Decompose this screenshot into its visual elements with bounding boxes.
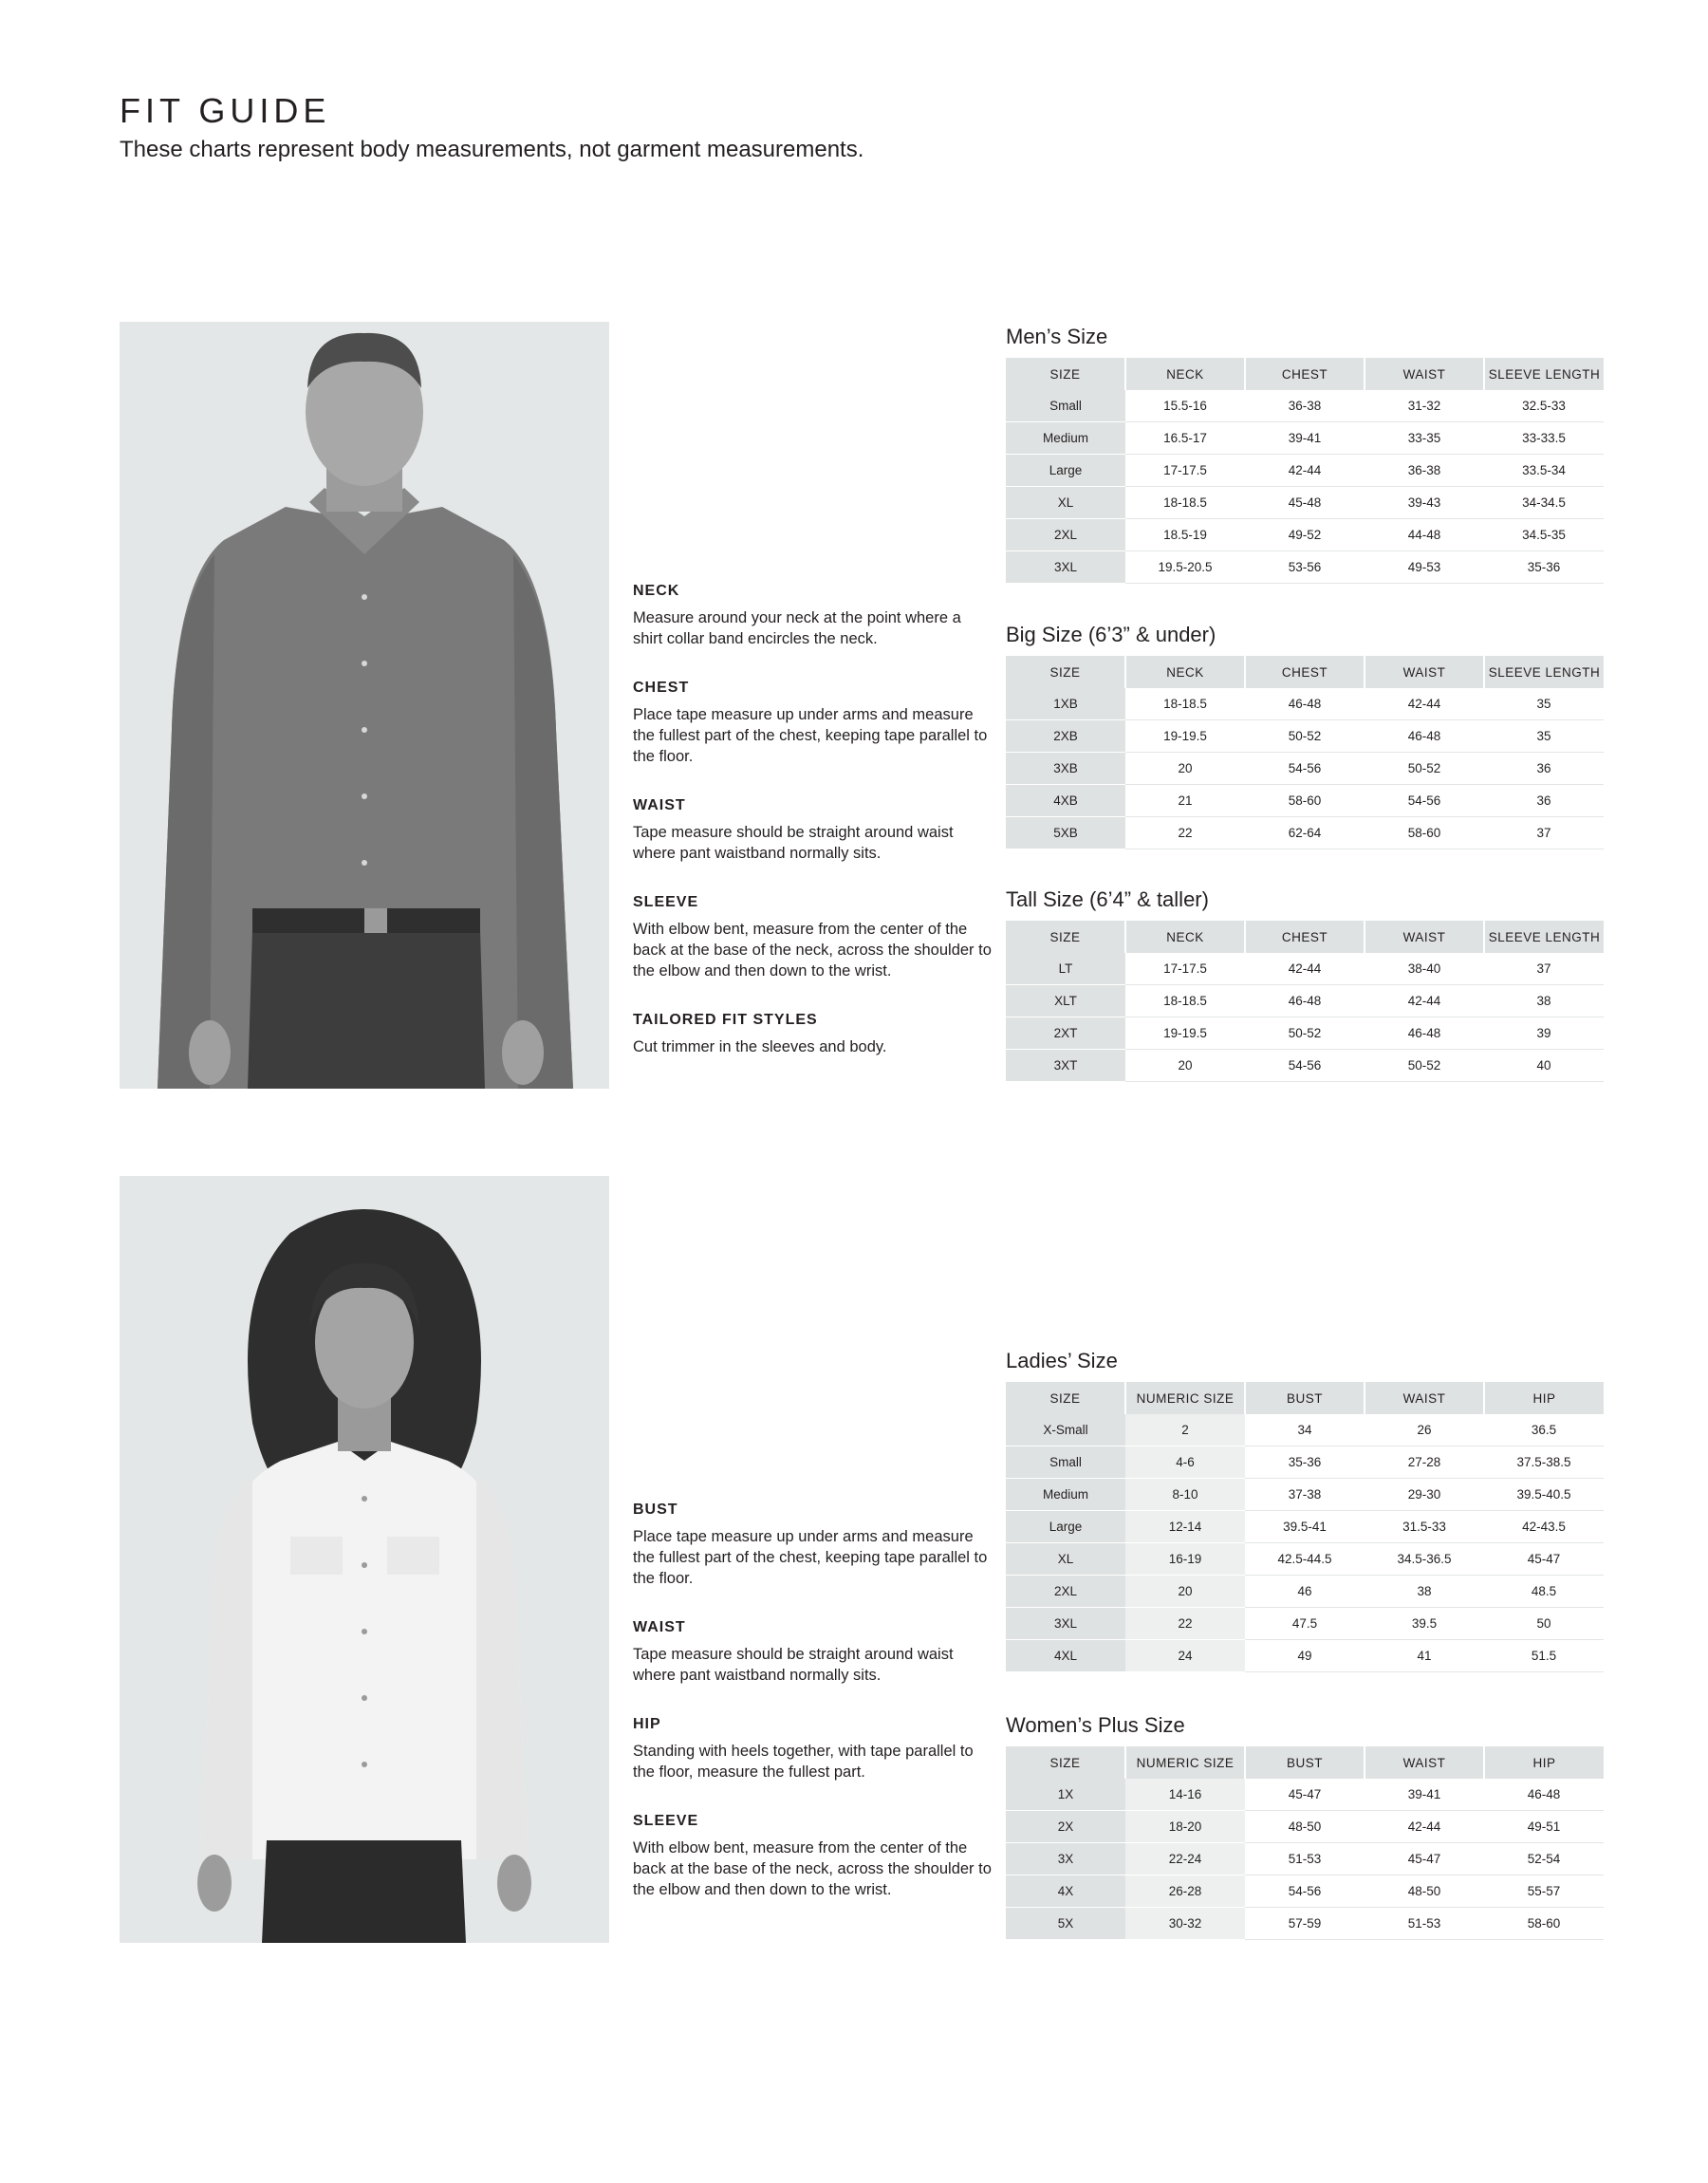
page-title: FIT GUIDE — [120, 91, 331, 130]
column-header: SLEEVE LENGTH — [1484, 358, 1604, 390]
table-cell: 52-54 — [1484, 1843, 1604, 1875]
table-row — [1006, 1843, 1604, 1875]
table-row — [1006, 519, 1604, 551]
size-label-cell: 4XL — [1006, 1640, 1125, 1672]
table-cell: 39.5 — [1365, 1608, 1484, 1640]
column-header: WAIST — [1365, 921, 1484, 953]
table-row — [1006, 1017, 1604, 1050]
table-cell: 48-50 — [1245, 1811, 1365, 1843]
table-row — [1006, 985, 1604, 1017]
table-cell: 37-38 — [1245, 1479, 1365, 1511]
table-cell: 33-33.5 — [1484, 422, 1604, 455]
ladies-size-table — [1006, 1382, 1604, 1672]
table-cell: 39-41 — [1365, 1779, 1484, 1811]
table-cell: 18-18.5 — [1125, 487, 1245, 519]
table-row — [1006, 551, 1604, 584]
column-header: CHEST — [1245, 358, 1365, 390]
men-model-photo — [120, 322, 609, 1089]
table-cell: 8-10 — [1125, 1479, 1245, 1511]
tall-size-table — [1006, 921, 1604, 1082]
table-cell: 46-48 — [1365, 1017, 1484, 1050]
table-cell: 47.5 — [1245, 1608, 1365, 1640]
table-cell: 15.5-16 — [1125, 390, 1245, 422]
table-cell: 34 — [1245, 1414, 1365, 1446]
size-label-cell: 2X — [1006, 1811, 1125, 1843]
table-cell: 50-52 — [1245, 720, 1365, 753]
column-header: SIZE — [1006, 921, 1125, 953]
table-row — [1006, 720, 1604, 753]
table-row — [1006, 953, 1604, 985]
table-cell: 39.5-40.5 — [1484, 1479, 1604, 1511]
table-cell: 22 — [1125, 1608, 1245, 1640]
table-cell: 38 — [1484, 985, 1604, 1017]
table-row — [1006, 817, 1604, 849]
plus-size-table — [1006, 1746, 1604, 1940]
women-model-photo — [120, 1176, 609, 1943]
table-cell: 32.5-33 — [1484, 390, 1604, 422]
size-label-cell: Large — [1006, 1511, 1125, 1543]
size-label-cell: 2XT — [1006, 1017, 1125, 1050]
table-cell: 18.5-19 — [1125, 519, 1245, 551]
column-header: SLEEVE LENGTH — [1484, 921, 1604, 953]
table-cell: 34.5-35 — [1484, 519, 1604, 551]
column-header: HIP — [1484, 1746, 1604, 1779]
column-header: CHEST — [1245, 921, 1365, 953]
table-cell: 44-48 — [1365, 519, 1484, 551]
table-header-row — [1006, 921, 1604, 953]
size-label-cell: 1X — [1006, 1779, 1125, 1811]
table-cell: 38-40 — [1365, 953, 1484, 985]
table-cell: 42-44 — [1365, 688, 1484, 720]
size-label-cell: Small — [1006, 390, 1125, 422]
table-header-row — [1006, 1746, 1604, 1779]
instruction-heading: WAIST — [633, 1619, 686, 1635]
table-row — [1006, 1511, 1604, 1543]
table-cell: 19-19.5 — [1125, 720, 1245, 753]
table-cell: 14-16 — [1125, 1779, 1245, 1811]
table-cell: 58-60 — [1484, 1908, 1604, 1940]
table-cell: 50-52 — [1365, 1050, 1484, 1082]
instruction-sleeve — [633, 1811, 993, 1900]
size-label-cell: XLT — [1006, 985, 1125, 1017]
table-cell: 38 — [1365, 1576, 1484, 1608]
table-cell: 54-56 — [1245, 753, 1365, 785]
page-subtitle: These charts represent body measurements, not garment measurements. — [120, 137, 864, 162]
table-cell: 54-56 — [1245, 1875, 1365, 1908]
table-cell: 36.5 — [1484, 1414, 1604, 1446]
instruction-heading: WAIST — [633, 797, 686, 813]
column-header: SIZE — [1006, 1746, 1125, 1779]
size-label-cell: 4X — [1006, 1875, 1125, 1908]
column-header: WAIST — [1365, 358, 1484, 390]
size-label-cell: 2XB — [1006, 720, 1125, 753]
table-row — [1006, 1608, 1604, 1640]
instruction-sleeve — [633, 892, 993, 981]
table-cell: 34.5-36.5 — [1365, 1543, 1484, 1576]
table-cell: 20 — [1125, 753, 1245, 785]
table-header-row — [1006, 358, 1604, 390]
size-label-cell: 4XB — [1006, 785, 1125, 817]
table-cell: 39-43 — [1365, 487, 1484, 519]
size-label-cell: Small — [1006, 1446, 1125, 1479]
instruction-heading: HIP — [633, 1716, 661, 1732]
table-row — [1006, 487, 1604, 519]
table-row — [1006, 1875, 1604, 1908]
table-cell: 36 — [1484, 753, 1604, 785]
instruction-text: Tape measure should be straight around waist where pant waistband normally sits. — [633, 824, 954, 862]
table-row — [1006, 1908, 1604, 1940]
table-cell: 46 — [1245, 1576, 1365, 1608]
table-header-row — [1006, 1382, 1604, 1414]
size-label-cell: 2XL — [1006, 1576, 1125, 1608]
table-cell: 16.5-17 — [1125, 422, 1245, 455]
table-cell: 42-44 — [1365, 985, 1484, 1017]
table-cell: 37 — [1484, 953, 1604, 985]
big-size-title: Big Size (6’3” & under) — [1006, 623, 1216, 646]
table-cell: 21 — [1125, 785, 1245, 817]
size-label-cell: 3XL — [1006, 551, 1125, 584]
table-cell: 36-38 — [1245, 390, 1365, 422]
table-cell: 46-48 — [1484, 1779, 1604, 1811]
table-cell: 40 — [1484, 1050, 1604, 1082]
table-row — [1006, 688, 1604, 720]
table-cell: 46-48 — [1245, 985, 1365, 1017]
table-cell: 55-57 — [1484, 1875, 1604, 1908]
table-row — [1006, 1779, 1604, 1811]
table-cell: 42-44 — [1245, 455, 1365, 487]
table-cell: 48-50 — [1365, 1875, 1484, 1908]
table-cell: 4-6 — [1125, 1446, 1245, 1479]
table-cell: 58-60 — [1365, 817, 1484, 849]
table-cell: 37.5-38.5 — [1484, 1446, 1604, 1479]
table-cell: 26-28 — [1125, 1875, 1245, 1908]
column-header: HIP — [1484, 1382, 1604, 1414]
table-cell: 34-34.5 — [1484, 487, 1604, 519]
page-header — [120, 90, 863, 164]
table-cell: 39 — [1484, 1017, 1604, 1050]
instruction-waist — [633, 1617, 993, 1686]
table-cell: 35 — [1484, 720, 1604, 753]
column-header: NECK — [1125, 656, 1245, 688]
table-cell: 46-48 — [1365, 720, 1484, 753]
instruction-bust — [633, 1500, 993, 1589]
table-cell: 31.5-33 — [1365, 1511, 1484, 1543]
column-header: WAIST — [1365, 656, 1484, 688]
column-header: NUMERIC SIZE — [1125, 1746, 1245, 1779]
table-cell: 51.5 — [1484, 1640, 1604, 1672]
size-label-cell: 1XB — [1006, 688, 1125, 720]
size-label-cell: 3XB — [1006, 753, 1125, 785]
ladies-size-title: Ladies’ Size — [1006, 1349, 1118, 1372]
table-cell: 19-19.5 — [1125, 1017, 1245, 1050]
table-cell: 45-47 — [1365, 1843, 1484, 1875]
table-cell: 12-14 — [1125, 1511, 1245, 1543]
table-row — [1006, 1576, 1604, 1608]
size-label-cell: 3XL — [1006, 1608, 1125, 1640]
table-cell: 18-18.5 — [1125, 985, 1245, 1017]
table-cell: 18-20 — [1125, 1811, 1245, 1843]
size-label-cell: Large — [1006, 455, 1125, 487]
table-cell: 45-47 — [1484, 1543, 1604, 1576]
ladies-size-section — [1006, 1348, 1604, 1672]
table-row — [1006, 1414, 1604, 1446]
column-header: SIZE — [1006, 1382, 1125, 1414]
table-cell: 26 — [1365, 1414, 1484, 1446]
size-label-cell: Medium — [1006, 422, 1125, 455]
table-row — [1006, 1479, 1604, 1511]
table-row — [1006, 1050, 1604, 1082]
table-cell: 20 — [1125, 1576, 1245, 1608]
women-measurement-instructions — [633, 1500, 993, 1929]
big-size-section — [1006, 622, 1604, 849]
table-cell: 62-64 — [1245, 817, 1365, 849]
table-cell: 36 — [1484, 785, 1604, 817]
table-cell: 27-28 — [1365, 1446, 1484, 1479]
column-header: SLEEVE LENGTH — [1484, 656, 1604, 688]
column-header: NECK — [1125, 921, 1245, 953]
table-row — [1006, 1811, 1604, 1843]
table-cell: 22-24 — [1125, 1843, 1245, 1875]
table-cell: 50 — [1484, 1608, 1604, 1640]
mens-size-table — [1006, 358, 1604, 584]
table-cell: 54-56 — [1365, 785, 1484, 817]
size-label-cell: LT — [1006, 953, 1125, 985]
table-cell: 35 — [1484, 688, 1604, 720]
instruction-tailored-fit — [633, 1010, 993, 1057]
table-cell: 39.5-41 — [1245, 1511, 1365, 1543]
table-cell: 41 — [1365, 1640, 1484, 1672]
instruction-heading: SLEEVE — [633, 894, 699, 910]
table-cell: 33.5-34 — [1484, 455, 1604, 487]
instruction-text: Tape measure should be straight around waist where pant waistband normally sits. — [633, 1646, 954, 1684]
table-row — [1006, 422, 1604, 455]
size-label-cell: X-Small — [1006, 1414, 1125, 1446]
instruction-heading: CHEST — [633, 680, 690, 696]
table-cell: 42-44 — [1245, 953, 1365, 985]
table-row — [1006, 1640, 1604, 1672]
table-cell: 42.5-44.5 — [1245, 1543, 1365, 1576]
size-label-cell: Medium — [1006, 1479, 1125, 1511]
table-cell: 49-53 — [1365, 551, 1484, 584]
table-cell: 36-38 — [1365, 455, 1484, 487]
table-cell: 46-48 — [1245, 688, 1365, 720]
instruction-neck — [633, 581, 993, 649]
instruction-heading: SLEEVE — [633, 1813, 699, 1829]
instruction-text: With elbow bent, measure from the center of the back at the base of the neck, across the shoulder to the elbow and then down to the wrist. — [633, 1839, 992, 1898]
table-cell: 2 — [1125, 1414, 1245, 1446]
table-row — [1006, 1543, 1604, 1576]
table-cell: 58-60 — [1245, 785, 1365, 817]
size-label-cell: 5X — [1006, 1908, 1125, 1940]
table-cell: 17-17.5 — [1125, 953, 1245, 985]
column-header: BUST — [1245, 1382, 1365, 1414]
size-label-cell: 2XL — [1006, 519, 1125, 551]
instruction-hip — [633, 1714, 993, 1782]
instruction-text: Standing with heels together, with tape parallel to the floor, measure the fullest part. — [633, 1743, 974, 1781]
column-header: WAIST — [1365, 1382, 1484, 1414]
column-header: WAIST — [1365, 1746, 1484, 1779]
table-cell: 42-44 — [1365, 1811, 1484, 1843]
table-cell: 54-56 — [1245, 1050, 1365, 1082]
big-size-table — [1006, 656, 1604, 849]
table-cell: 22 — [1125, 817, 1245, 849]
table-cell: 42-43.5 — [1484, 1511, 1604, 1543]
column-header: SIZE — [1006, 656, 1125, 688]
table-cell: 53-56 — [1245, 551, 1365, 584]
table-row — [1006, 390, 1604, 422]
size-label-cell: XL — [1006, 487, 1125, 519]
size-label-cell: 3XT — [1006, 1050, 1125, 1082]
table-header-row — [1006, 656, 1604, 688]
instruction-text: With elbow bent, measure from the center of the back at the base of the neck, across the shoulder to the elbow and then down to the wrist. — [633, 921, 992, 980]
table-row — [1006, 455, 1604, 487]
instruction-heading: TAILORED FIT STYLES — [633, 1012, 818, 1028]
table-cell: 57-59 — [1245, 1908, 1365, 1940]
column-header: CHEST — [1245, 656, 1365, 688]
plus-size-title: Women’s Plus Size — [1006, 1713, 1185, 1737]
instruction-heading: NECK — [633, 583, 680, 599]
table-row — [1006, 753, 1604, 785]
column-header: SIZE — [1006, 358, 1125, 390]
table-cell: 16-19 — [1125, 1543, 1245, 1576]
size-label-cell: XL — [1006, 1543, 1125, 1576]
table-cell: 49 — [1245, 1640, 1365, 1672]
instruction-text: Cut trimmer in the sleeves and body. — [633, 1038, 887, 1055]
tall-size-title: Tall Size (6’4” & taller) — [1006, 887, 1209, 911]
instruction-text: Place tape measure up under arms and measure the fullest part of the chest, keeping tape parallel to the floor. — [633, 706, 988, 765]
table-cell: 19.5-20.5 — [1125, 551, 1245, 584]
table-cell: 35-36 — [1245, 1446, 1365, 1479]
table-cell: 20 — [1125, 1050, 1245, 1082]
table-row — [1006, 1446, 1604, 1479]
instruction-chest — [633, 678, 993, 767]
column-header: NECK — [1125, 358, 1245, 390]
column-header: NUMERIC SIZE — [1125, 1382, 1245, 1414]
plus-size-section — [1006, 1712, 1604, 1940]
mens-size-section — [1006, 324, 1604, 584]
table-cell: 45-47 — [1245, 1779, 1365, 1811]
men-measurement-instructions — [633, 581, 993, 1086]
table-cell: 49-51 — [1484, 1811, 1604, 1843]
table-cell: 51-53 — [1365, 1908, 1484, 1940]
column-header: BUST — [1245, 1746, 1365, 1779]
table-cell: 50-52 — [1365, 753, 1484, 785]
table-cell: 45-48 — [1245, 487, 1365, 519]
table-cell: 31-32 — [1365, 390, 1484, 422]
table-cell: 50-52 — [1245, 1017, 1365, 1050]
table-cell: 35-36 — [1484, 551, 1604, 584]
instruction-text: Place tape measure up under arms and measure the fullest part of the chest, keeping tape parallel to the floor. — [633, 1528, 988, 1587]
table-cell: 39-41 — [1245, 422, 1365, 455]
instruction-waist — [633, 795, 993, 864]
table-cell: 24 — [1125, 1640, 1245, 1672]
size-label-cell: 5XB — [1006, 817, 1125, 849]
table-cell: 33-35 — [1365, 422, 1484, 455]
size-label-cell: 3X — [1006, 1843, 1125, 1875]
instruction-text: Measure around your neck at the point where a shirt collar band encircles the neck. — [633, 609, 961, 647]
table-cell: 51-53 — [1245, 1843, 1365, 1875]
table-cell: 48.5 — [1484, 1576, 1604, 1608]
instruction-heading: BUST — [633, 1502, 678, 1518]
tall-size-section — [1006, 886, 1604, 1082]
table-row — [1006, 785, 1604, 817]
table-cell: 30-32 — [1125, 1908, 1245, 1940]
table-cell: 29-30 — [1365, 1479, 1484, 1511]
table-cell: 17-17.5 — [1125, 455, 1245, 487]
table-cell: 49-52 — [1245, 519, 1365, 551]
table-cell: 37 — [1484, 817, 1604, 849]
mens-size-title: Men’s Size — [1006, 325, 1108, 348]
table-cell: 18-18.5 — [1125, 688, 1245, 720]
